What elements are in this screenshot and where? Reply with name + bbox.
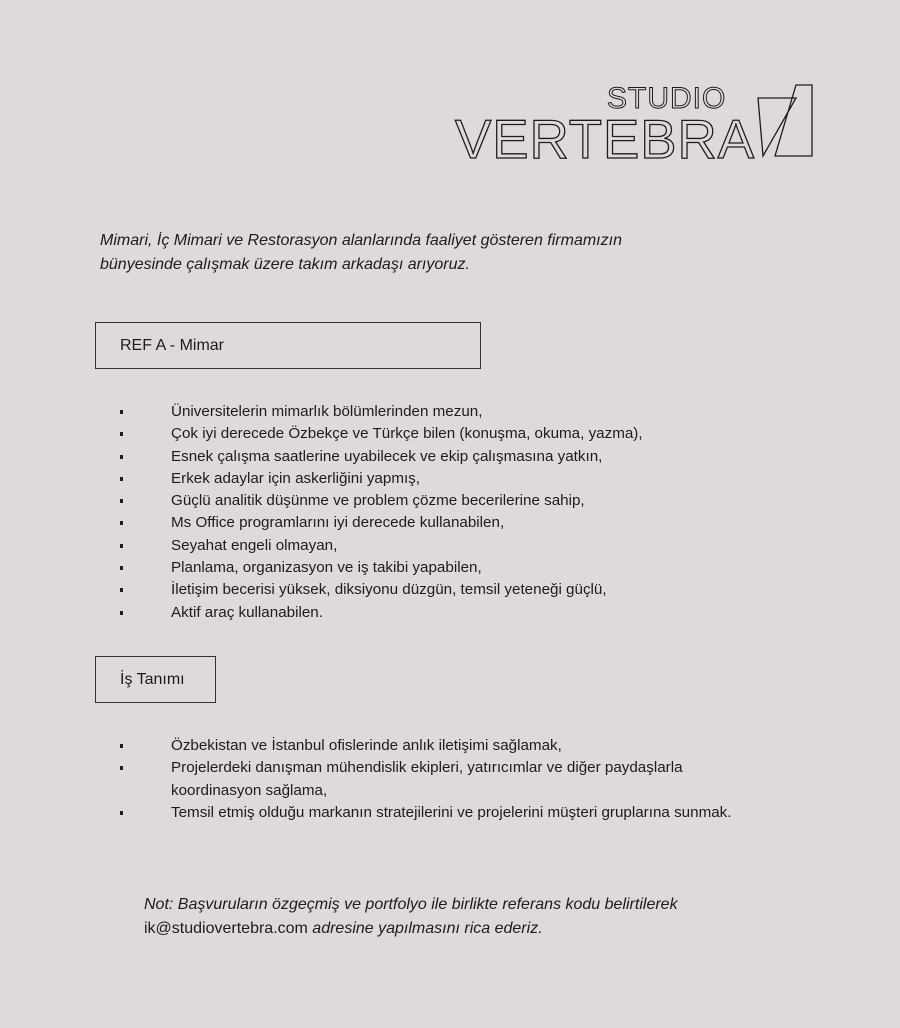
bullet-icon: [120, 611, 123, 615]
list-item-text: Temsil etmiş olduğu markanın stratejilerini ve projelerini müşteri gruplarına sunmak.: [171, 803, 732, 821]
intro-line-2: bünyesinde çalışmak üzere takım arkadaşı arıyoruz.: [100, 256, 470, 273]
logo-studio-text: STUDIO: [607, 82, 727, 115]
list-item-text: Esnek çalışma saatlerine uyabilecek ve ekip çalışmasına yatkın,: [171, 447, 603, 465]
intro-line-1: Mimari, İç Mimari ve Restorasyon alanlarında faaliyet gösteren firmamızın: [100, 232, 622, 249]
list-item-text: Aktif araç kullanabilen.: [171, 603, 323, 621]
note-line-1: Not: Başvuruların özgeçmiş ve portfolyo ile birlikte referans kodu belirtilerek: [144, 896, 678, 913]
bullet-icon: [120, 455, 123, 459]
studio-vertebra-logo: [455, 78, 815, 168]
list-item-text: Güçlü analitik düşünme ve problem çözme becerilerine sahip,: [171, 492, 585, 510]
list-item: [120, 512, 760, 534]
list-item-text: Çok iyi derecede Özbekçe ve Türkçe bilen (konuşma, okuma, yazma),: [171, 425, 643, 443]
application-note: [144, 893, 824, 941]
list-item: [120, 468, 760, 490]
bullet-icon: [120, 410, 123, 414]
list-item-text: Projelerdeki danışman mühendislik ekipleri, yatırıcımlar ve diğer paydaşlarla koordinasyon sağlama,: [171, 759, 683, 799]
list-item: [120, 602, 760, 624]
bullet-icon: [120, 521, 123, 525]
note-line-2: [144, 917, 824, 941]
job-description-heading-box: [95, 656, 216, 703]
intro-paragraph: [100, 229, 800, 277]
bullet-icon: [120, 744, 123, 748]
list-item-text: Planlama, organizasyon ve iş takibi yapabilen,: [171, 559, 482, 577]
list-item: [120, 490, 760, 512]
list-item-text: Özbekistan ve İstanbul ofislerinde anlık iletişimi sağlamak,: [171, 737, 562, 754]
bullet-icon: [120, 544, 123, 548]
list-item: [120, 579, 760, 601]
list-item: [120, 802, 780, 824]
list-item-text: Ms Office programlarını iyi derecede kullanabilen,: [171, 514, 505, 532]
ref-a-heading: REF A - Mimar: [120, 336, 225, 354]
logo-vertebra-text: VERTEBRA: [455, 108, 755, 170]
list-item: [120, 401, 760, 423]
bullet-icon: [120, 499, 123, 503]
list-item: [120, 735, 780, 757]
logo-mark: [455, 78, 815, 168]
list-item: [120, 535, 760, 557]
note-line-2-rest: adresine yapılmasını rica ederiz.: [307, 920, 543, 937]
list-item-text: Üniversitelerin mimarlık bölümlerinden mezun,: [171, 403, 483, 420]
list-item-text: İletişim becerisi yüksek, diksiyonu düzgün, temsil yeteneği güçlü,: [171, 581, 607, 599]
list-item-text: Seyahat engeli olmayan,: [171, 536, 338, 554]
bullet-icon: [120, 477, 123, 481]
list-item-text: Erkek adaylar için askerliğini yapmış,: [171, 469, 420, 487]
bullet-icon: [120, 766, 123, 770]
job-description-list: [120, 735, 780, 824]
bullet-icon: [120, 811, 123, 815]
bullet-icon: [120, 432, 123, 436]
requirements-list: [120, 401, 760, 624]
email-link[interactable]: ik@studiovertebra.com: [144, 920, 308, 937]
bullet-icon: [120, 566, 123, 570]
list-item: [120, 557, 760, 579]
list-item: [120, 757, 711, 802]
list-item: [120, 423, 760, 445]
job-description-heading: İş Tanımı: [120, 670, 185, 688]
list-item: [120, 446, 760, 468]
bullet-icon: [120, 588, 123, 592]
logo-slash-shape: [775, 85, 812, 156]
ref-a-heading-box: [95, 322, 481, 369]
